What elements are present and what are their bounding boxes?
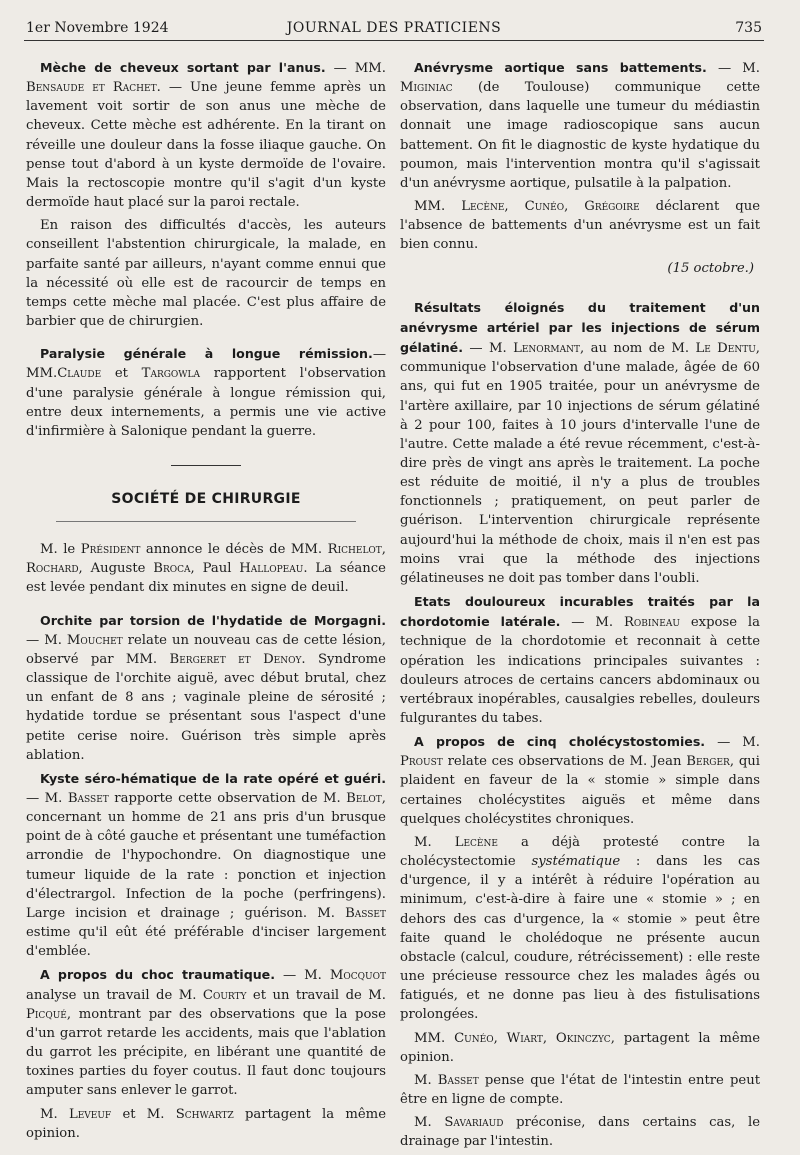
author-names: Savariaud — [444, 1115, 504, 1131]
article-title: Kyste séro-hématique de la rate opéré et guéri. — [40, 770, 386, 786]
author-names: Basset — [437, 1072, 479, 1088]
author-names: Claude — [57, 366, 102, 382]
author-names: Targowla — [141, 366, 201, 382]
author-names: Miginiac — [400, 80, 453, 96]
article-paragraph: MM. Lecène, Cunéo, Grégoire déclarent que l'absence de battements d'un anévrysme est un fait bien connu. — [400, 199, 760, 253]
session-date: (15 octobre.) — [667, 260, 754, 276]
article-paragraph: MM. Cunéo, Wiart, Okinczyc, partagent la même opinion. — [400, 1030, 761, 1065]
article-anevrysme-aortique: Anévrysme aortique sans battements. — M. Miginiac (de Toulouse) communique cette observation, dans laquelle une tumeur du médiastin donnait une image radioscopique sans aucun battement. On fit le diagnostic de kyste hydatique du poumon, mais l'intervention montra qu'il s'agissait d'un anévrysme aortique, pulsatile à la palpation. — [400, 60, 760, 191]
left-column — [26, 58, 386, 1147]
article-chordotomie: Etats douloureux incurables traités par la chordotomie latérale. — M. Robineau expose la technique de la chordotomie et reconnait à cette opération les indications principales suivantes : douleurs atroces de certains cancers abdominaux ou vertébraux inopérables, causalgies rebelles, douleurs fulgurantes du tabes. — [400, 594, 760, 726]
article-title: Résultats éloignés du traitement d'un anévrysme artériel par les injections de sérum gélatiné. — [400, 299, 760, 356]
article-title: Mèche de cheveux sortant par l'anus. — [40, 60, 326, 75]
article-resultats-eloignes: Résultats éloignés du traitement d'un anévrysme artériel par les injections de sérum gélatiné. — M. Lenormant, au nom de M. Le Dentu, communique l'observation d'une malade, âgée de 60 ans, qui fut en 1905 traitée, pour un anévrysme de l'artère axillaire, par 10 injections de sérum gélatiné à 2 pour 100, faites à 10 jours d'intervalle l'une de l'autre. Cette malade a été revue récemment, c'est-à-dire près de vingt ans après le traitement. La poche est réduite de moitié, il n'y a plus de troubles fonctionnels ; pratiquement, on peut parler de guérison. L'intervention chirurgicale représente aujourd'hui la méthode de choix, mais il n'en est pas moins vrai que la méthode des injections gélatineuses ne doit pas tomber dans l'oubli. — [400, 299, 760, 586]
author-names: Lecène, Cunéo, Grégoire — [461, 199, 640, 215]
article-kyste-rate: Kyste séro-hématique de la rate opéré et guéri. — M. Basset rapporte cette observation de M. Belot, concernant un homme de 21 ans pris d'un brusque point de à côté gauche et présentant une tuméfaction arrondie de l'hypochondre. On diagnostique une tumeur liquide de la rate : ponction et injection d'électrargol. Infection de la poche (perfringens). Large incision et drainage ; guérison. M. Basset estime qu'il eût été préférable d'inciser largement d'emblée. — [26, 770, 386, 960]
article-title: Etats douloureux incurables traités par la chordotomie latérale. — [400, 594, 760, 630]
author-names: Proust — [400, 754, 443, 770]
author-names: Richelot, Rochard, — [26, 542, 386, 577]
running-header — [26, 20, 762, 40]
article-title: A propos du choc traumatique. — [40, 967, 276, 983]
author-names: Bensaude et Rachet — [26, 80, 157, 96]
section-heading: SOCIÉTÉ DE CHIRURGIE — [111, 490, 301, 507]
header-rule — [24, 40, 764, 41]
section-rule — [56, 521, 356, 522]
article-orchite: Orchite par torsion de l'hydatide de Morgagni. — M. Mouchet relate un nouveau cas de cette lésion, observé par MM. Bergeret et Denoy. Syndrome classique de l'orchite aiguë, avec début brutal, chez un enfant de 8 ans ; vaginale pleine de sérosité ; hydatide tordue se présentant sous l'aspect d'une petite cerise noire. Guérison très simple après ablation. — [26, 612, 386, 763]
author-names: Lenormant — [513, 341, 581, 357]
article-paragraph: M. Basset pense que l'état de l'intestin entre peut être en ligne de compte. — [400, 1072, 760, 1107]
article-paragraph: M. Savariaud préconise, dans certains cas, le drainage par l'intestin. — [400, 1115, 760, 1150]
article-title: Anévrysme aortique sans battements. — [414, 60, 707, 75]
article-cholecystostomies: A propos de cinq cholécystostomies. — M. Proust relate ces observations de M. Jean Berger, qui plaident en faveur de la « stomie » simple dans certaines cholécystites aiguës et même dans quelques cholécystites chroniques. — [400, 734, 760, 827]
article-paragraph: M. Lecène a déjà protesté contre la cholécystectomie systématique : dans les cas d'urgence, il y a intérêt à réduire l'opération au minimum, c'est-à-dire à faire une « stomie » ; en dehors des cas d'urgence, la « stomie » peut être faite quand le cholédoque ne présente aucun obstacle (calcul, coudure, rétrécissement) : elle reste une précieuse ressource chez les malades âgés ou fatigués, et ne donne pas lieu à des fistulisations prolongées. — [400, 834, 760, 1023]
article-deces: M. le Président annonce le décès de MM. Richelot, Rochard, Auguste Broca, Paul Hallopeau. La séance est levée pendant dix minutes en signe de deuil. — [26, 542, 386, 596]
author-names: Basset — [67, 791, 109, 806]
header-page-number: 735 — [735, 20, 762, 36]
article-paragraph: En raison des difficultés d'accès, les auteurs conseillent l'abstention chirurgicale, la malade, en parfaite santé par ailleurs, n'ayant comme ennui que la nécessité où elle est de racourcir de temps en temps cette mèche mal placée. C'est plus affaire de barbier que de chirurgien. — [26, 218, 386, 330]
author-names: Robineau — [623, 615, 680, 631]
article-choc-traumatique: A propos du choc traumatique. — M. Mocquot analyse un travail de M. Courty et un travail de M. Picqué, montrant par des observations que la pose d'un garrot retarde les accidents, mais que l'ablation du garrot les précipite, en libérant une quantité de toxines parties du foyer coutus. Il faut donc toujours amputer sans enlever le garrot. — [26, 967, 386, 1099]
article-title: Orchite par torsion de l'hydatide de Morgagni. — [40, 612, 386, 628]
author-names: Mouchet — [66, 632, 123, 648]
article-paralysie-generale: Paralysie générale à longue rémission.—MM.Claude et Targowla rapportent l'observation d'une paralysie générale à longue rémission qui, entre deux internements, a permis une vie active d'infirmière à Salonique pendant la guerre. — [26, 346, 386, 439]
author-names: Mocquot — [329, 968, 386, 984]
author-names: Cunéo, Wiart, Okinczyc — [454, 1030, 611, 1046]
author-names: Leveuf — [68, 1106, 112, 1122]
right-column — [400, 58, 760, 1155]
article-paragraph: M. Leveuf et M. Schwartz partagent la même opinion. — [26, 1106, 386, 1141]
header-date: 1er Novembre 1924 — [26, 20, 169, 36]
article-title: A propos de cinq cholécystostomies. — [414, 734, 706, 750]
article-meche-de-cheveux: Mèche de cheveux sortant par l'anus. — MM. Bensaude et Rachet. — Une jeune femme après un lavement voit sortir de son anus une mèche de cheveux. Cette mèche est adhérente. En la tirant on réveille une douleur dans la fosse iliaque gauche. On pense tout d'abord à un kyste dermoïde de l'ovaire. Mais la rectoscopie montre qu'il s'agit d'un kyste dermoïde haut placé sur la paroi rectale. — [26, 60, 386, 211]
author-names: Lecène — [454, 834, 498, 850]
header-journal-title: JOURNAL DES PRATICIENS — [286, 20, 502, 36]
article-title: Paralysie générale à longue rémission. — [40, 346, 373, 362]
section-divider — [171, 465, 241, 466]
